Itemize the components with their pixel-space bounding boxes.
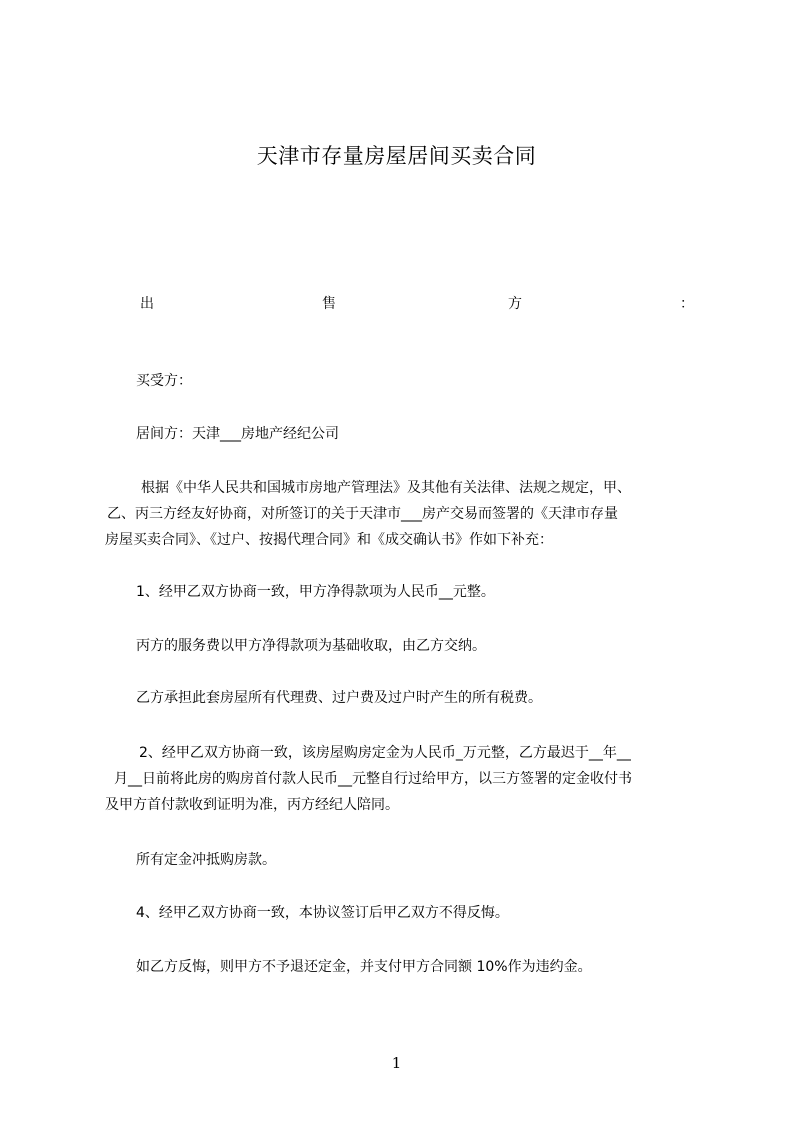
seller-char-2: 售 xyxy=(322,296,336,312)
clause-2-line-3: 及甲方首付款收到证明为准，丙方经纪人陪同。 xyxy=(105,797,399,813)
intro-paragraph xyxy=(105,475,631,553)
clause-1: 1、经甲乙双方协商一致，甲方净得款项为人民币__元整。 xyxy=(136,584,495,600)
page-number: 1 xyxy=(391,1054,402,1072)
intro-line-1: 根据《中华人民共和国城市房地产管理法》及其他有关法律、法规之规定，甲、 xyxy=(141,480,631,496)
clause-2-line-2: 月__日前将此房的购房首付款人民币__元整自行过给甲方，以三方签署的定金收付书 xyxy=(114,771,632,787)
clause-4: 4、经甲乙双方协商一致，本协议签订后甲乙双方不得反悔。 xyxy=(136,905,509,921)
intermediary-line: 居间方：天津___房地产经纪公司 xyxy=(136,426,339,442)
clause-4-penalty: 如乙方反悔，则甲方不予退还定金，并支付甲方合同额 10%作为违约金。 xyxy=(136,959,592,975)
intro-line-2: 乙、丙三方经友好协商，对所签订的关于天津市___房产交易而签署的《天津市存量 xyxy=(107,506,618,522)
intro-line-3: 房屋买卖合同》、《过户、按揭代理合同》和《成交确认书》作如下补充： xyxy=(105,532,553,548)
buyer-label: 买受方： xyxy=(136,373,192,389)
clause-2-line-1: 2、经甲乙双方协商一致，该房屋购房定金为人民币_万元整，乙方最迟于__年__ xyxy=(139,745,631,761)
document-title: 天津市存量房屋居间买卖合同 xyxy=(256,144,537,168)
seller-colon: ： xyxy=(680,296,694,312)
seller-char-3: 方 xyxy=(508,296,522,312)
clause-2-deposit: 所有定金冲抵购房款。 xyxy=(136,852,276,868)
clause-1-tax: 乙方承担此套房屋所有代理费、过户费及过户时产生的所有税费。 xyxy=(136,690,542,706)
clause-1-fee: 丙方的服务费以甲方净得款项为基础收取，由乙方交纳。 xyxy=(136,638,486,654)
clause-2-paragraph xyxy=(105,740,632,818)
seller-line xyxy=(140,293,695,315)
seller-char-1: 出 xyxy=(140,296,154,312)
